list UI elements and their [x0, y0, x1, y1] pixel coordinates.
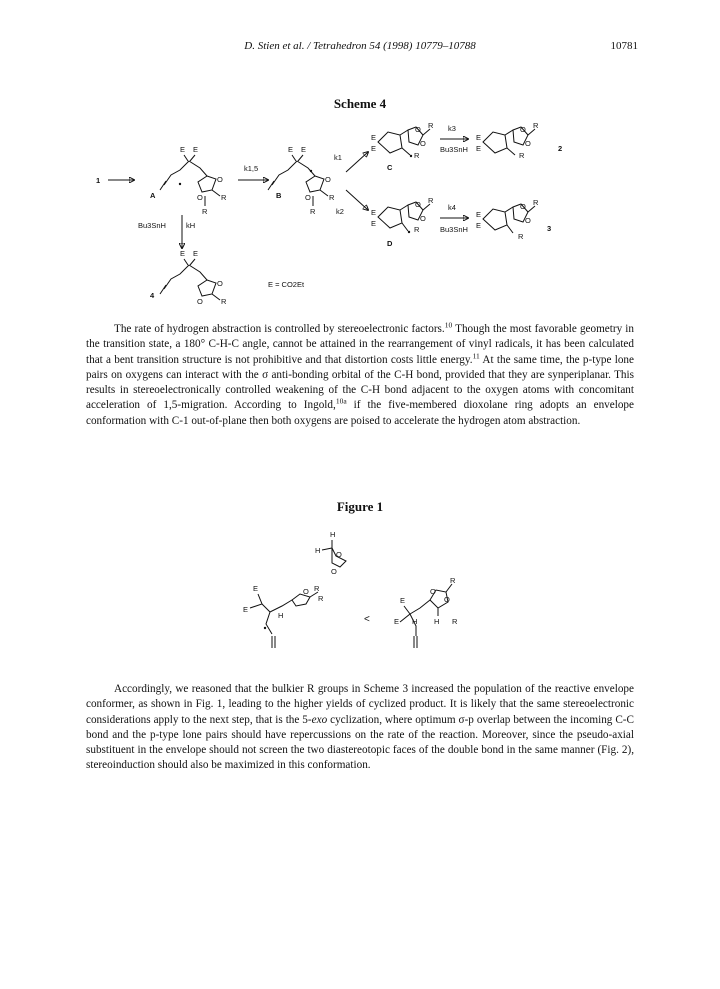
label-C: C — [387, 163, 393, 172]
svg-text:R: R — [450, 576, 456, 585]
ref-11: 11 — [472, 350, 480, 360]
svg-text:E: E — [180, 249, 186, 258]
svg-text:E: E — [476, 144, 482, 153]
svg-text:E: E — [301, 145, 307, 154]
svg-text:R: R — [518, 232, 524, 241]
svg-text:E: E — [476, 133, 482, 142]
svg-text:R: R — [428, 196, 434, 205]
label-k2: k2 — [336, 207, 344, 216]
label-A: A — [150, 191, 156, 200]
label-compound-4: 4 — [150, 291, 155, 300]
svg-text:O: O — [525, 216, 531, 225]
svg-text:R: R — [533, 121, 539, 130]
label-k1: k1 — [334, 153, 342, 162]
svg-text:E: E — [371, 144, 377, 153]
svg-text:H: H — [434, 617, 440, 626]
svg-text:O: O — [525, 139, 531, 148]
svg-text:O: O — [520, 125, 526, 134]
svg-text:R: R — [329, 193, 335, 202]
ref-10a: 10a — [335, 396, 347, 406]
label-compound-2: 2 — [558, 144, 563, 153]
conformer-right — [394, 576, 458, 648]
svg-text:R: R — [533, 198, 539, 207]
conformer-left — [243, 584, 324, 648]
svg-text:O: O — [336, 550, 342, 559]
svg-text:O: O — [325, 175, 331, 184]
svg-text:O: O — [415, 200, 421, 209]
svg-text:E: E — [193, 249, 199, 258]
svg-text:E: E — [253, 584, 259, 593]
svg-text:E: E — [476, 210, 482, 219]
svg-text:R: R — [414, 225, 420, 234]
label-k4: k4 — [448, 203, 456, 212]
svg-text:O: O — [430, 587, 436, 596]
svg-text:H: H — [315, 546, 321, 555]
label-compound-3: 3 — [547, 224, 552, 233]
label-k15: k1,5 — [244, 164, 259, 173]
svg-text:E: E — [288, 145, 294, 154]
svg-text:O: O — [305, 193, 311, 202]
label-D: D — [387, 239, 393, 248]
svg-text:O: O — [331, 567, 337, 576]
svg-text:H: H — [412, 617, 418, 626]
paragraph-2: Accordingly, we reasoned that the bulkier R groups in Scheme 3 increased the population of the reactive envelope conformer, as shown in Fig. 1, leading to the higher yields of cyclized product. It is likely that the same stereoelectronic considerations apply to the next step, that is the 5-exo cyclization, where optimum σ-p overlap between the incoming C-C bond and the p-type lone pairs should have repercussions on the rate of the reaction. Moreover, since the pseudo-axial substituent in the envelope should not screen the two diastereotopic faces of the double bond in the same manner (Fig. 2), stereoinduction should also be maximized in this conformation. — [86, 683, 634, 772]
figure-title: Figure 1 — [336, 499, 384, 514]
envelope-dioxolane — [315, 530, 346, 576]
svg-text:O: O — [415, 125, 421, 134]
svg-text:E: E — [371, 219, 377, 228]
svg-text:R: R — [318, 594, 324, 603]
svg-text:E: E — [400, 596, 406, 605]
label-compound-1: 1 — [96, 176, 101, 185]
svg-text:R: R — [221, 193, 227, 202]
svg-text:O: O — [197, 193, 203, 202]
ref-10: 10 — [444, 320, 453, 330]
running-title: D. Stien et al. / Tetrahedron 54 (1998) 10779–10788 — [244, 40, 476, 52]
svg-text:E: E — [394, 617, 400, 626]
label-k3: k3 — [448, 124, 456, 133]
exo-italic: exo — [311, 713, 328, 726]
svg-text:H: H — [278, 611, 284, 620]
svg-text:E: E — [371, 208, 377, 217]
reagent-bu3snh-d: Bu3SnH — [440, 225, 468, 234]
svg-text:R: R — [221, 297, 227, 306]
svg-text:O: O — [217, 175, 223, 184]
svg-text:O: O — [197, 297, 203, 306]
svg-text:O: O — [420, 214, 426, 223]
reagent-bu3snh-c: Bu3SnH — [440, 145, 468, 154]
svg-text:H: H — [330, 530, 336, 539]
reagent-bu3snh-a: Bu3SnH — [138, 221, 166, 230]
svg-text:O: O — [217, 279, 223, 288]
svg-text:E: E — [193, 145, 199, 154]
svg-text:R: R — [414, 151, 420, 160]
page-number: 10781 — [610, 40, 638, 52]
svg-text:R: R — [310, 207, 316, 216]
svg-text:O: O — [520, 202, 526, 211]
scheme-title: Scheme 4 — [333, 96, 387, 111]
label-kH: kH — [186, 221, 196, 230]
svg-text:R: R — [519, 151, 525, 160]
svg-text:R: R — [452, 617, 458, 626]
svg-text:E: E — [476, 221, 482, 230]
svg-text:O: O — [444, 595, 450, 604]
svg-text:E: E — [180, 145, 186, 154]
svg-text:R: R — [202, 207, 208, 216]
svg-text:R: R — [314, 584, 320, 593]
paragraph-1: The rate of hydrogen abstraction is controlled by stereoelectronic factors.$^{10}$ Though the most favorable geometry in the transition state, a 180° C-H-C angle, cannot be attained in the rearrangement of vinyl radicals, it has been calculated that a bent transition structure is not prohibitive and that distortion costs little energy.$^{11}$ At the same time, the p-type lone pairs on oxygens can interact with the σ anti-bonding orbital of the C-H bond, provided that they are synperiplanar. This results in stereoelectronically controlled weakening of the C-H bond adjacent to the oxygen atoms with concomitant acceleration of 1,5-migration. According to Ingold,$^{10a}$ if the five-membered dioxolane ring adopts an envelope conformation with C-1 out-of-plane then both oxygens are poised to accelerate the hydrogen atom abstraction. — [86, 320, 634, 427]
label-B: B — [276, 191, 282, 200]
svg-text:R: R — [428, 121, 434, 130]
svg-text:E: E — [371, 133, 377, 142]
svg-text:O: O — [420, 139, 426, 148]
svg-text:O: O — [303, 587, 309, 596]
comparison-sign: < — [364, 614, 370, 625]
svg-text:E: E — [243, 605, 249, 614]
definition-E: E = CO2Et — [268, 280, 305, 289]
